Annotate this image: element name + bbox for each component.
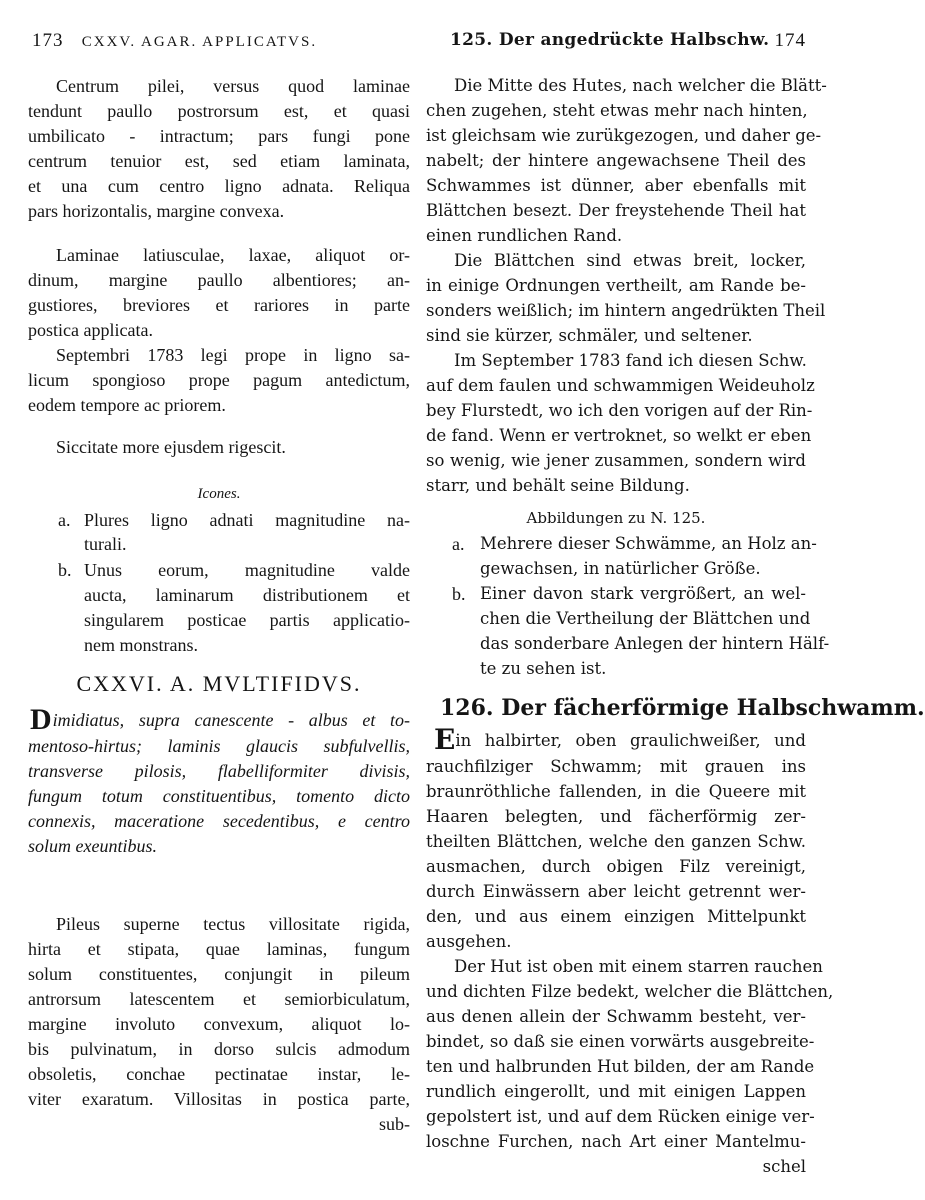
diagnosis-line: fungum totum constituentibus, tomento dicto <box>28 786 410 806</box>
text-line: postica applicata. <box>28 320 153 340</box>
left-page <box>28 0 410 1200</box>
text-line: Septembri 1783 legi prope in ligno sa- <box>56 345 410 365</box>
diagnosis-line: den, und aus einem einzigen Mittelpunkt <box>426 907 806 926</box>
text-line: et una cum centro ligno adnata. Reliqua <box>28 176 410 196</box>
drop-cap: E <box>434 723 456 756</box>
diagnosis-line: Dimidiatus, supra canescente - albus et to- <box>30 703 410 736</box>
right-running-title: 125. Der angedrückte Halbschw. <box>450 30 770 50</box>
text-line: bis pulvinatum, in dorso sulcis admodum <box>28 1039 410 1059</box>
abb-b-line: te zu sehen ist. <box>480 659 607 678</box>
text-line: in einige Ordnungen vertheilt, am Rande be- <box>426 276 806 295</box>
text-line: Im September 1783 fand ich diesen Schw. <box>454 351 807 370</box>
abbildungen-heading: Abbildungen zu N. 125. <box>526 509 706 527</box>
catchword: schel <box>762 1157 806 1176</box>
text-line: loschne Furchen, nach Art einer Mantelmu- <box>426 1132 806 1151</box>
text-line: centrum tenuior est, sed etiam laminata, <box>28 151 410 171</box>
icon-b-line: aucta, laminarum distributionem et <box>84 585 410 605</box>
diagnosis-line: connexis, maceratione secedentibus, e centro <box>28 811 410 831</box>
icon-b-label: b. <box>58 560 72 580</box>
catchword: sub- <box>379 1114 410 1134</box>
diagnosis-line: Haaren belegten, und fächerförmig zer- <box>426 807 806 826</box>
text-line: Centrum pilei, versus quod laminae <box>56 76 410 96</box>
text-line: hirta et stipata, quae laminas, fungum <box>28 939 410 959</box>
text-line: dinum, margine paullo albentiores; an- <box>28 270 410 290</box>
text-line: auf dem faulen und schwammigen Weideuholz <box>426 376 815 395</box>
text-line: chen zugehen, steht etwas mehr nach hinten, <box>426 101 808 120</box>
text-line: bindet, so daß sie einen vorwärts ausgebreite- <box>426 1032 815 1051</box>
diagnosis-line: transverse pilosis, flabelliformiter divisis, <box>28 761 410 781</box>
abb-a-line: Mehrere dieser Schwämme, an Holz an- <box>480 534 817 553</box>
text-line: Die Mitte des Hutes, nach welcher die Blätt- <box>454 76 827 95</box>
text-line: eodem tempore ac priorem. <box>28 395 226 415</box>
abb-a-label: a. <box>452 534 465 554</box>
diagnosis-line: durch Einwässern aber leicht getrennt wer- <box>426 882 806 901</box>
text-line: Schwammes ist dünner, aber ebenfalls mit <box>426 176 806 195</box>
right-page-number: 174 <box>774 30 806 51</box>
diagnosis-line: ausgehen. <box>426 932 512 951</box>
icon-a-label: a. <box>58 510 71 530</box>
abb-b-line: Einer davon stark vergrößert, an wel- <box>480 584 806 603</box>
left-running-title: CXXV. AGAR. APPLICATVS. <box>81 34 318 50</box>
diagnosis-line: Ein halbirter, oben graulichweißer, und <box>434 723 806 756</box>
text-line: ten und halbrunden Hut bilden, der am Rande <box>426 1057 815 1076</box>
text-line: Die Blättchen sind etwas breit, locker, <box>454 251 806 270</box>
text-line: solum constituentes, conjungit in pileum <box>28 964 410 984</box>
text-line: bey Flurstedt, wo ich den vorigen auf der Rin- <box>426 401 813 420</box>
text-line: pars horizontalis, margine convexa. <box>28 201 285 221</box>
right-page <box>426 0 925 1200</box>
text-line: tendunt paullo postrorsum est, et quasi <box>28 101 410 121</box>
text-line: umbilicato - intractum; pars fungi pone <box>28 126 410 146</box>
text-line: und dichten Filze bedekt, welcher die Blättchen, <box>426 982 834 1001</box>
text-line: gustiores, breviores et rariores in parte <box>28 295 410 315</box>
text-line: rundlich eingerollt, und mit einigen Lappen <box>426 1082 806 1101</box>
right-running-head <box>450 30 806 50</box>
text-line: Pileus superne tectus villositate rigida, <box>56 914 410 934</box>
abb-a-line: gewachsen, in natürlicher Größe. <box>480 559 761 578</box>
text-line: gepolstert ist, und auf dem Rücken einige ver- <box>426 1107 815 1126</box>
icon-b-line: singularem posticae partis applicatio- <box>84 610 410 630</box>
text-line: sonders weißlich; im hintern angedrükten Theil <box>426 301 826 320</box>
icon-b-line: Unus eorum, magnitudine valde <box>84 560 410 580</box>
diagnosis-line: theilten Blättchen, welche den ganzen Schw. <box>426 832 806 851</box>
icon-b-line: nem monstrans. <box>84 635 198 655</box>
text-line: licum spongioso prope pagum antedictum, <box>28 370 410 390</box>
left-page-number: 173 <box>32 30 64 51</box>
text-line: ist gleichsam wie zurükgezogen, und daher ge- <box>426 126 822 145</box>
left-running-head <box>32 30 317 52</box>
diagnosis-line: braunröthliche fallenden, in die Queere mit <box>426 782 806 801</box>
text-line: sind sie kürzer, schmäler, und seltener. <box>426 326 753 345</box>
text-line: viter exaratum. Villositas in postica parte, <box>28 1089 410 1109</box>
drop-cap: D <box>30 703 52 736</box>
text-line: obsoletis, conchae pectinatae instar, le- <box>28 1064 410 1084</box>
text-line: antrorsum latescentem et semiorbiculatum, <box>28 989 410 1009</box>
text-line: Laminae latiusculae, laxae, aliquot or- <box>56 245 410 265</box>
icon-a-line: turali. <box>84 534 127 554</box>
text-line: nabelt; der hintere angewachsene Theil des <box>426 151 806 170</box>
text-line: aus denen allein der Schwamm besteht, ver- <box>426 1007 806 1026</box>
abb-b-line: das sonderbare Anlegen der hintern Hälf- <box>480 634 830 653</box>
diagnosis-line: solum exeuntibus. <box>28 836 157 856</box>
text-line: starr, und behält seine Bildung. <box>426 476 690 495</box>
text-line: so wenig, wie jener zusammen, sondern wird <box>426 451 806 470</box>
text-line: Blättchen besezt. Der freystehende Theil hat <box>426 201 806 220</box>
abb-b-label: b. <box>452 584 466 604</box>
text-line: Der Hut ist oben mit einem starren rauchen <box>454 957 823 976</box>
text-line: Siccitate more ejusdem rigescit. <box>56 437 286 457</box>
text-line: de fand. Wenn er vertroknet, so welkt er eben <box>426 426 812 445</box>
section-title-126: 126. Der fächerförmige Halbschwamm. <box>440 695 925 721</box>
diagnosis-line: mentoso-hirtus; laminis glaucis subfulvellis, <box>28 736 410 756</box>
icones-heading: Icones. <box>197 486 241 502</box>
text-line: einen rundlichen Rand. <box>426 226 623 245</box>
section-title-cxxvi: CXXVI. A. MVLTIFIDVS. <box>76 671 362 696</box>
diagnosis-line: rauchfilziger Schwamm; mit grauen ins <box>426 757 806 776</box>
icon-a-line: Plures ligno adnati magnitudine na- <box>84 510 410 530</box>
text-line: margine involuto convexum, aliquot lo- <box>28 1014 410 1034</box>
abb-b-line: chen die Vertheilung der Blättchen und <box>480 609 811 628</box>
diagnosis-line: ausmachen, durch obigen Filz vereinigt, <box>426 857 806 876</box>
